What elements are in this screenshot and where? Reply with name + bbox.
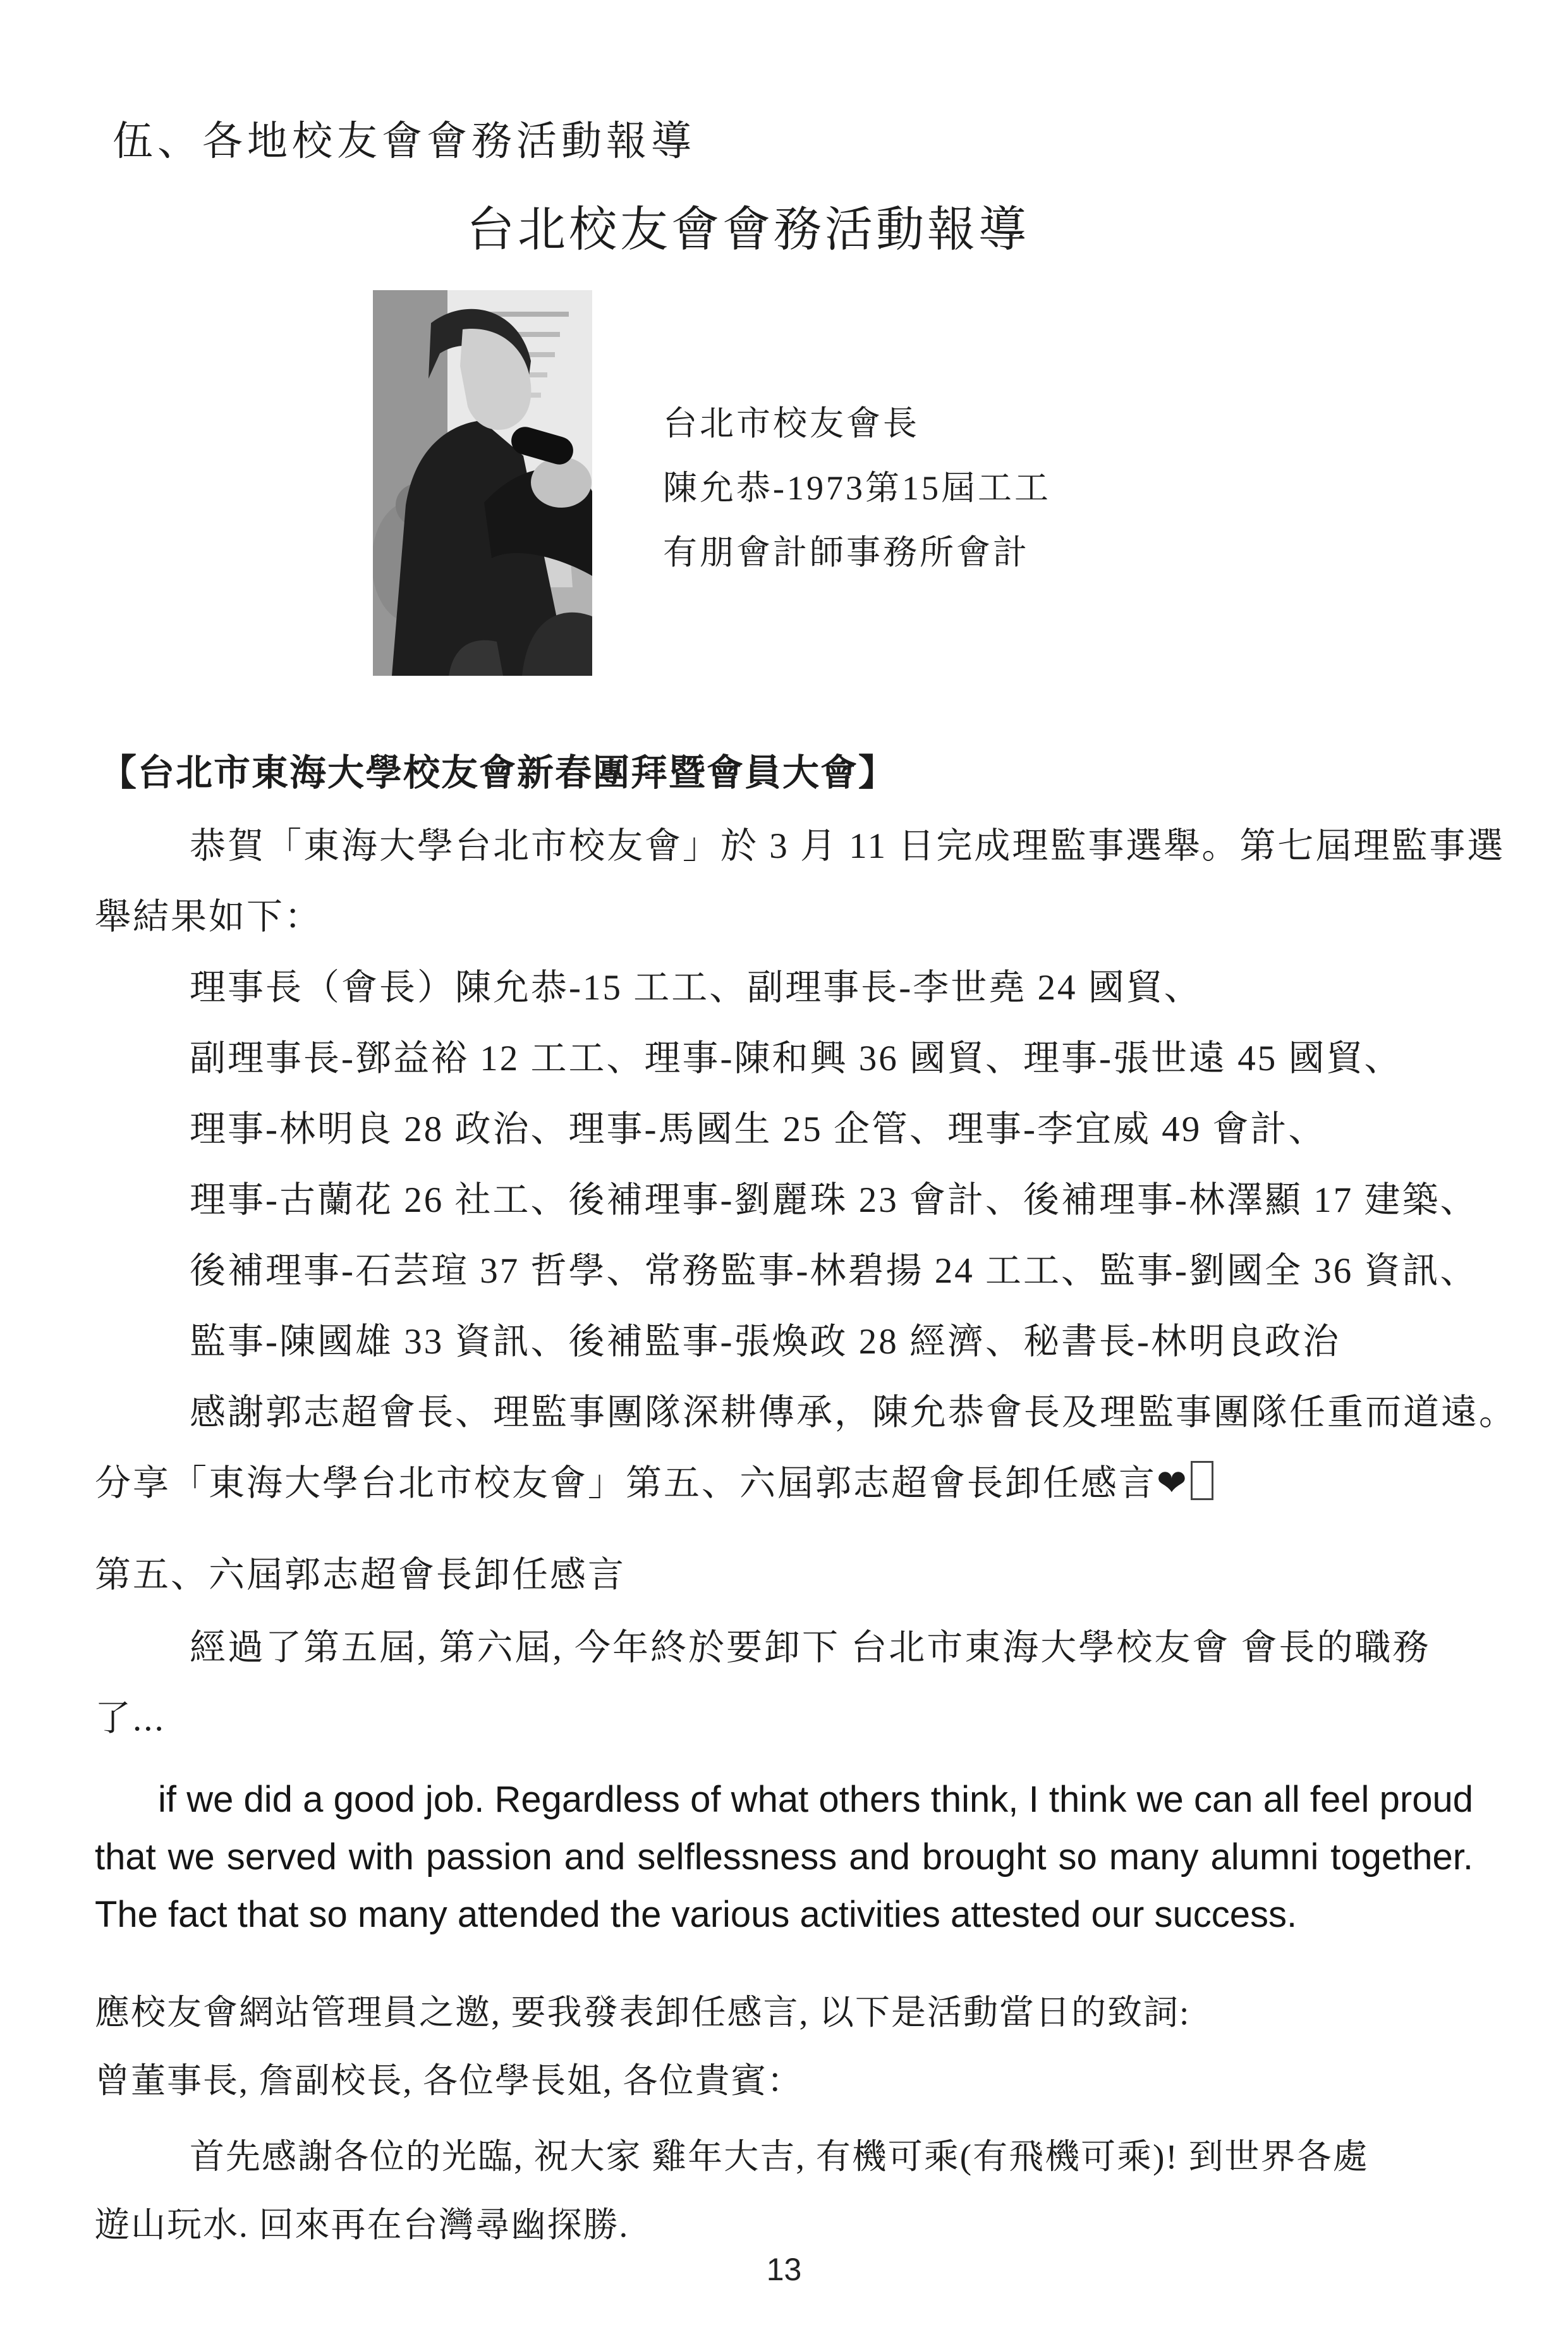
page-title: 伍、各地校友會會務活動報導 [112,119,696,164]
result-line: 後補理事-石芸瑄 37 哲學、常務監事-林碧揚 24 工工、監事-劉國全 36 資訊、 [190,1251,1478,1291]
speaker-photo [373,290,592,676]
page-content [0,109,1568,2259]
share-line [95,1448,1473,1519]
farewell-para-line-1: 經過了第五屆, 第六屆, 今年終於要卸下 台北市東海大學校友會 會長的職務 [190,1628,1431,1668]
invite-line: 應校友會網站管理員之邀, 要我發表卸任感言, 以下是活動當日的致詞: [95,1993,1191,2032]
missing-glyph-box [1191,1461,1213,1500]
english-paragraph: if we did a good job. Regardless of what others think, I think we can all feel proud that we served with passion and selflessness and brought so many alumni together. The fact that so many attended the various activities attested our success. [95,1779,1473,1935]
greeting-line: 曾董事長, 詹副校長, 各位學長姐, 各位貴賓： [95,2061,803,2100]
thanks-line: 感謝郭志超會長、理監事團隊深耕傳承，陳允恭會長及理監事團隊任重而道遠。 [190,1393,1517,1432]
result-line: 理事-林明良 28 政治、理事-馬國生 25 企管、理事-李宜威 49 會計、 [190,1109,1327,1149]
caption-role: 台北市校友會長 [663,405,920,443]
page-number: 13 [766,2252,802,2287]
intro-line-2: 舉結果如下： [95,897,322,937]
speech-line-1: 首先感謝各位的光臨, 祝大家 雞年大吉, 有機可乘(有飛機可乘)! 到世界各處 [190,2137,1369,2176]
caption-name-class: 陳允恭-1973第15屆工工 [663,469,1051,507]
intro-line-1: 恭賀「東海大學台北市校友會」於 3 月 11 日完成理監事選舉。第七屆理監事選 [190,826,1505,866]
caption-employer: 有朋會計師事務所會計 [663,534,1030,571]
result-line: 監事-陳國雄 33 資訊、後補監事-張煥政 28 經濟、秘書長-林明良政治 [190,1322,1340,1362]
speech-line-2: 遊山玩水. 回來再在台灣尋幽探勝. [95,2206,629,2244]
photo-with-caption [95,290,1473,676]
farewell-para-line-2: 了... [95,1699,166,1738]
result-line: 理事-古蘭花 26 社工、後補理事-劉麗珠 23 會計、後補理事-林澤顯 17 建築、 [190,1180,1478,1220]
photo-caption [663,290,1051,676]
farewell-section-title: 第五、六屆郭志超會長卸任感言 [95,1555,626,1595]
heart-icon: ❤ [1157,1463,1187,1503]
share-line-text: 分享「東海大學台北市校友會」第五、六屆郭志超會長卸任感言 [95,1463,1157,1503]
section-subtitle: 台北校友會會務活動報導 [466,204,1030,257]
meeting-section-title: 【台北市東海大學校友會新春團拜暨會員大會】 [100,752,897,793]
result-line: 副理事長-鄧益裕 12 工工、理事-陳和興 36 國貿、理事-張世遠 45 國貿、 [190,1039,1402,1078]
result-line: 理事長（會長）陳允恭-15 工工、副理事長-李世堯 24 國貿、 [190,968,1202,1008]
speaker-photo-graphic [373,290,592,676]
